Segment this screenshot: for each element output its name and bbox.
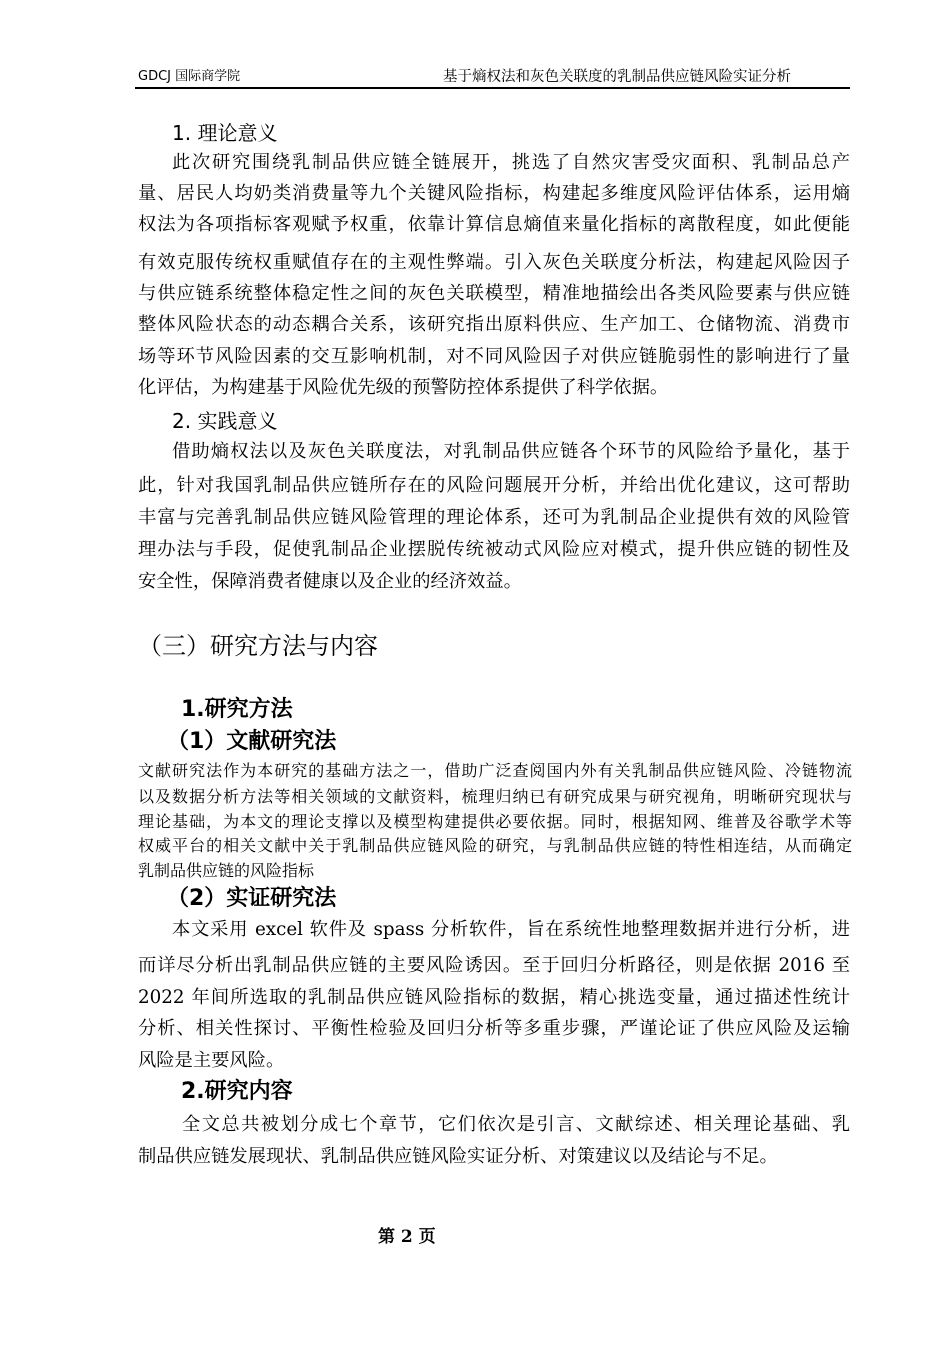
paragraph-line: 量、居民人均奶类消费量等九个关键风险指标，构建起多维度风险评估体系，运用熵 — [138, 183, 850, 204]
paragraph-line: 此次研究围绕乳制品供应链全链展开，挑选了自然灾害受灾面积、乳制品总产 — [172, 152, 850, 173]
header-rule — [135, 87, 850, 89]
paragraph-line: 乳制品供应链的风险指标 — [138, 861, 315, 880]
paragraph-line: 丰富与完善乳制品供应链风险管理的理论体系，还可为乳制品企业提供有效的风险管 — [138, 507, 850, 528]
heading-practical-significance: 2. 实践意义 — [172, 409, 278, 433]
heading-literature-research: （1）文献研究法 — [167, 729, 337, 754]
paragraph-line: 借助熵权法以及灰色关联度法，对乳制品供应链各个环节的风险给予量化，基于 — [172, 441, 850, 462]
heading-research-methods: 1.研究方法 — [181, 697, 293, 722]
paragraph-line: 文献研究法作为本研究的基础方法之一，借助广泛查阅国内外有关乳制品供应链风险、冷链物流 — [138, 761, 852, 780]
heading-empirical-research: （2）实证研究法 — [167, 886, 337, 911]
header-school-name: GDCJ 国际商学院 — [138, 69, 241, 84]
heading-research-content: 2.研究内容 — [181, 1079, 293, 1104]
paragraph-line: 本文采用 excel 软件及 spass 分析软件，旨在系统性地整理数据并进行分析，进 — [172, 919, 850, 940]
paragraph-line: 理办法与手段，促使乳制品企业摆脱传统被动式风险应对模式，提升供应链的韧性及 — [138, 539, 850, 560]
heading-theoretical-significance: 1. 理论意义 — [172, 121, 278, 145]
page-number: 第 2 页 — [378, 1227, 436, 1247]
section-heading: （三）研究方法与内容 — [138, 632, 378, 660]
paragraph-line: 理论基础，为本文的理论支撑以及模型构建提供必要依据。同时，根据知网、维普及谷歌学术等 — [138, 812, 852, 831]
paragraph-line: 此，针对我国乳制品供应链所存在的风险问题展开分析，并给出优化建议，这可帮助 — [138, 475, 850, 496]
paragraph-line: 整体风险状态的动态耦合关系，该研究指出原料供应、生产加工、仓储物流、消费市 — [138, 314, 850, 335]
paragraph-line: 全文总共被划分成七个章节，它们依次是引言、文献综述、相关理论基础、乳 — [182, 1114, 850, 1135]
paragraph-line: 与供应链系统整体稳定性之间的灰色关联模型，精准地描绘出各类风险要素与供应链 — [138, 283, 850, 304]
paragraph-line: 权法为各项指标客观赋予权重，依靠计算信息熵值来量化指标的离散程度，如此便能 — [138, 214, 850, 235]
paragraph-line: 而详尽分析出乳制品供应链的主要风险诱因。至于回归分析路径，则是依据 2016 至 — [138, 955, 850, 976]
paragraph-line: 有效克服传统权重赋值存在的主观性弊端。引入灰色关联度分析法，构建起风险因子 — [138, 252, 850, 273]
paragraph-line: 制品供应链发展现状、乳制品供应链风险实证分析、对策建议以及结论与不足。 — [138, 1146, 778, 1167]
paragraph-line: 以及数据分析方法等相关领域的文献资料，梳理归纳已有研究成果与研究视角，明晰研究现状与 — [138, 787, 852, 806]
paragraph-line: 权威平台的相关文献中关于乳制品供应链风险的研究，与乳制品供应链的特性相连结，从而确定 — [138, 836, 852, 855]
paragraph-line: 场等环节风险因素的交互影响机制，对不同风险因子对供应链脆弱性的影响进行了量 — [138, 346, 850, 367]
paragraph-line: 分析、相关性探讨、平衡性检验及回归分析等多重步骤，严谨论证了供应风险及运输 — [138, 1018, 850, 1039]
paragraph-line: 2022 年间所选取的乳制品供应链风险指标的数据，精心挑选变量，通过描述性统计 — [138, 987, 850, 1008]
header-paper-title: 基于熵权法和灰色关联度的乳制品供应链风险实证分析 — [443, 69, 791, 85]
paragraph-line: 风险是主要风险。 — [138, 1050, 285, 1071]
paragraph-line: 安全性，保障消费者健康以及企业的经济效益。 — [138, 571, 522, 592]
paragraph-line: 化评估，为构建基于风险优先级的预警防控体系提供了科学依据。 — [138, 377, 669, 398]
